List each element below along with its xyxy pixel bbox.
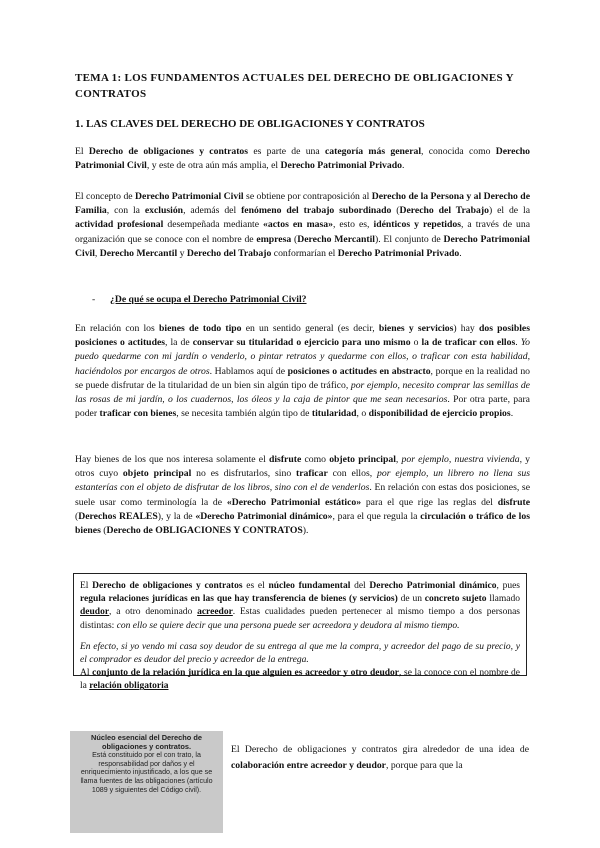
note-box bbox=[70, 731, 223, 833]
box-paragraph-1: El Derecho de obligaciones y contratos es el núcleo fundamental del Derecho Patrimonial dinámico, pues regula relaciones jurídicas en las que hay transferencia de bienes (y servicios) de un concreto sujeto llamado deudor, a otro denominado acreedor. Estas cualidades pueden pertenecer al mismo tiempo a dos personas distintas: con ello se quiere decir que una persona puede ser acreedora y deudora al mismo tiempo. bbox=[80, 581, 521, 631]
paragraph-1: El Derecho de obligaciones y contratos es parte de una categoría más general, conocida como Derecho Patrimonial Civil, y este de otra aún más amplia, el Derecho Patrimonial Privado. bbox=[75, 146, 531, 172]
paragraph-3: En relación con los bienes de todo tipo en un sentido general (es decir, bienes y servicios) hay dos posibles posiciones o actitudes, la de conservar su titularidad o ejercicio para uno mismo o la de traficar con ellos. Yo puedo quedarme con mi jardín o venderlo, o pintar retratos y quedarme con ellos, o traficar con esta habilidad, haciéndolos por encargos de otros. Hablamos aquí de posiciones o actitudes en abstracto, porque en la realidad no se puede disfrutar de la titularidad de un bien sin algún tipo de tráfico, por ejemplo, necesito comprar las semillas de las rosas de mi jardín, o los cuadernos, los óleos y la caja de pintor que me sean necesarios. Por otra parte, para poder traficar con bienes, se necesita también algún tipo de titularidad, o disponibilidad de ejercicio propios. bbox=[75, 323, 531, 420]
note-box-body: Está constituido por el con trato, la responsabilidad por daños y el enriquecimiento injustificado, a los que se llama fuentes de las obligaciones (artículo 1089 y siguientes del Código civil). bbox=[80, 751, 213, 794]
box-paragraph-2: En efecto, si yo vendo mi casa soy deudor de su entrega al que me la compra, y acreedor del pago de su precio, y el comprador es deudor del precio y acreedor de la entrega. bbox=[80, 641, 520, 666]
highlight-box bbox=[73, 573, 527, 692]
document-title: TEMA 1: LOS FUNDAMENTOS ACTUALES DEL DERECHO DE OBLIGACIONES Y CONTRATOS bbox=[75, 72, 514, 100]
section-heading: 1. LAS CLAVES DEL DERECHO DE OBLIGACIONES Y CONTRATOS bbox=[75, 118, 425, 130]
box-paragraph-3: Al conjunto de la relación jurídica en la que alguien es acreedor y otro deudor, se la conoce con el nombre de la relación obligatoria bbox=[80, 668, 521, 692]
note-box-title: Núcleo esencial del Derecho de obligaciones y contratos. bbox=[91, 733, 202, 751]
paragraph-4: Hay bienes de los que nos interesa solamente el disfrute como objeto principal, por ejemplo, nuestra vivienda, y otros cuyo objeto principal no es disfrutarlos, sino traficar con ellos, por ejemplo, un librero no llena sus estanterías con el objeto de disfrutar de los libros, sino con el de venderlos. En relación con estas dos posiciones, se suele usar como terminología la de «Derecho Patrimonial estático» para el que rige las reglas del disfrute (Derechos REALES), y la de «Derecho Patrimonial dinámico», para el que regula la circulación o tráfico de los bienes (Derecho de OBLIGACIONES Y CONTRATOS). bbox=[75, 454, 531, 537]
bullet-question: - ¿De qué se ocupa el Derecho Patrimonial Civil? bbox=[92, 294, 307, 305]
paragraph-2: El concepto de Derecho Patrimonial Civil se obtiene por contraposición al Derecho de la Persona y al Derecho de Familia, con la exclusión, además del fenómeno del trabajo subordinado (Derecho del Trabajo) el de la actividad profesional desempeñada mediante «actos en masa», esto es, idénticos y repetidos, a través de una organización que se conoce con el nombre de empresa (Derecho Mercantil). El conjunto de Derecho Patrimonial Civil, Derecho Mercantil y Derecho del Trabajo conformarían el Derecho Patrimonial Privado. bbox=[75, 191, 531, 259]
side-paragraph: El Derecho de obligaciones y contratos gira alrededor de una idea de colaboración entre acreedor y deudor, porque para que la bbox=[231, 744, 529, 771]
